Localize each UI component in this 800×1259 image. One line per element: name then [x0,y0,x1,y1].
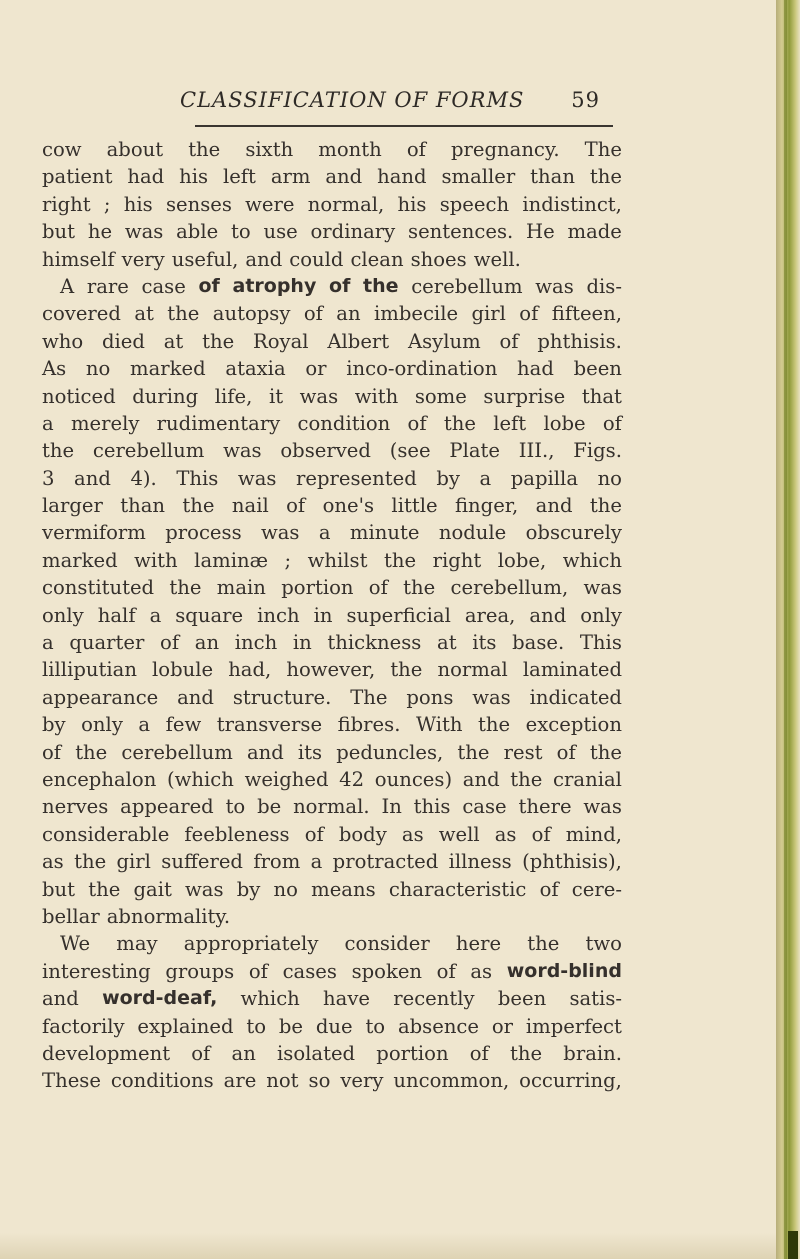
header-title: CLASSIFICATION OF FORMS [180,88,525,112]
text-line: who died at the Royal Albert Asylum of phthisis. [42,329,622,353]
text-line: covered at the autopsy of an imbecile girl of fifteen, [42,302,622,326]
text-line: interesting groups of cases spoken of as word-blind [42,959,622,983]
text-line: encephalon (which weighed 42 ounces) and the cranial [42,767,622,791]
text-line: by only a few transverse fibres. With the exception [42,713,622,737]
text-line: larger than the nail of one's little finger, and the [42,494,622,518]
text-line: cow about the sixth month of pregnancy. The [42,138,622,161]
text-line: a merely rudimentary condition of the left lobe of [42,411,622,435]
text-line: but the gait was by no means characteristic of cere- [42,877,622,901]
fore-edge-stripe [784,0,787,1259]
text-line: appearance and structure. The pons was indicated [42,685,622,709]
page-bottom-shadow [0,1233,776,1259]
text-line: of the cerebellum and its peduncles, the rest of the [42,740,622,764]
body-text [42,136,622,1095]
text-line: These conditions are not so very uncommon, occurring, [42,1069,622,1093]
text-line: patient had his left arm and hand smaller than the [42,165,622,189]
text-line: nerves appeared to be normal. In this case there was [42,795,622,819]
text-line: marked with laminæ ; whilst the right lobe, which [42,548,622,572]
text-line: considerable feebleness of body as well as of mind, [42,822,622,846]
text-line: vermiform process was a minute nodule obscurely [42,521,622,545]
text-line: only half a square inch in superficial area, and only [42,603,622,627]
header-rule [195,125,613,127]
text-line: factorily explained to be due to absence or imperfect [42,1014,622,1038]
text-line: constituted the main portion of the cerebellum, was [42,576,622,600]
text-line: as the girl suffered from a protracted illness (phthisis), [42,850,622,874]
book-fore-edge [776,0,800,1259]
text-line: bellar abnormality. [42,904,231,928]
text-line: 3 and 4). This was represented by a papilla no [42,466,622,490]
running-header [180,88,600,118]
text-line: but he was able to use ordinary sentences. He made [42,220,622,244]
text-line: noticed during life, it was with some surprise that [42,384,622,408]
text-line: A rare case of atrophy of the cerebellum was dis- [60,274,622,298]
text-line: the cerebellum was observed (see Plate III., Figs. [42,439,622,463]
text-line: As no marked ataxia or inco-ordination had been [42,357,622,381]
fore-edge-corner [788,1231,798,1259]
text-line: himself very useful, and could clean shoes well. [42,247,521,271]
text-line: We may appropriately consider here the two [60,932,622,956]
text-line: and word-deaf, which have recently been satis- [42,987,622,1011]
text-line: lilliputian lobule had, however, the normal laminated [42,658,622,682]
text-line: a quarter of an inch in thickness at its base. This [42,631,622,655]
text-line: right ; his senses were normal, his speech indistinct, [42,192,622,216]
page-number: 59 [571,88,600,112]
text-line: development of an isolated portion of the brain. [42,1041,622,1065]
